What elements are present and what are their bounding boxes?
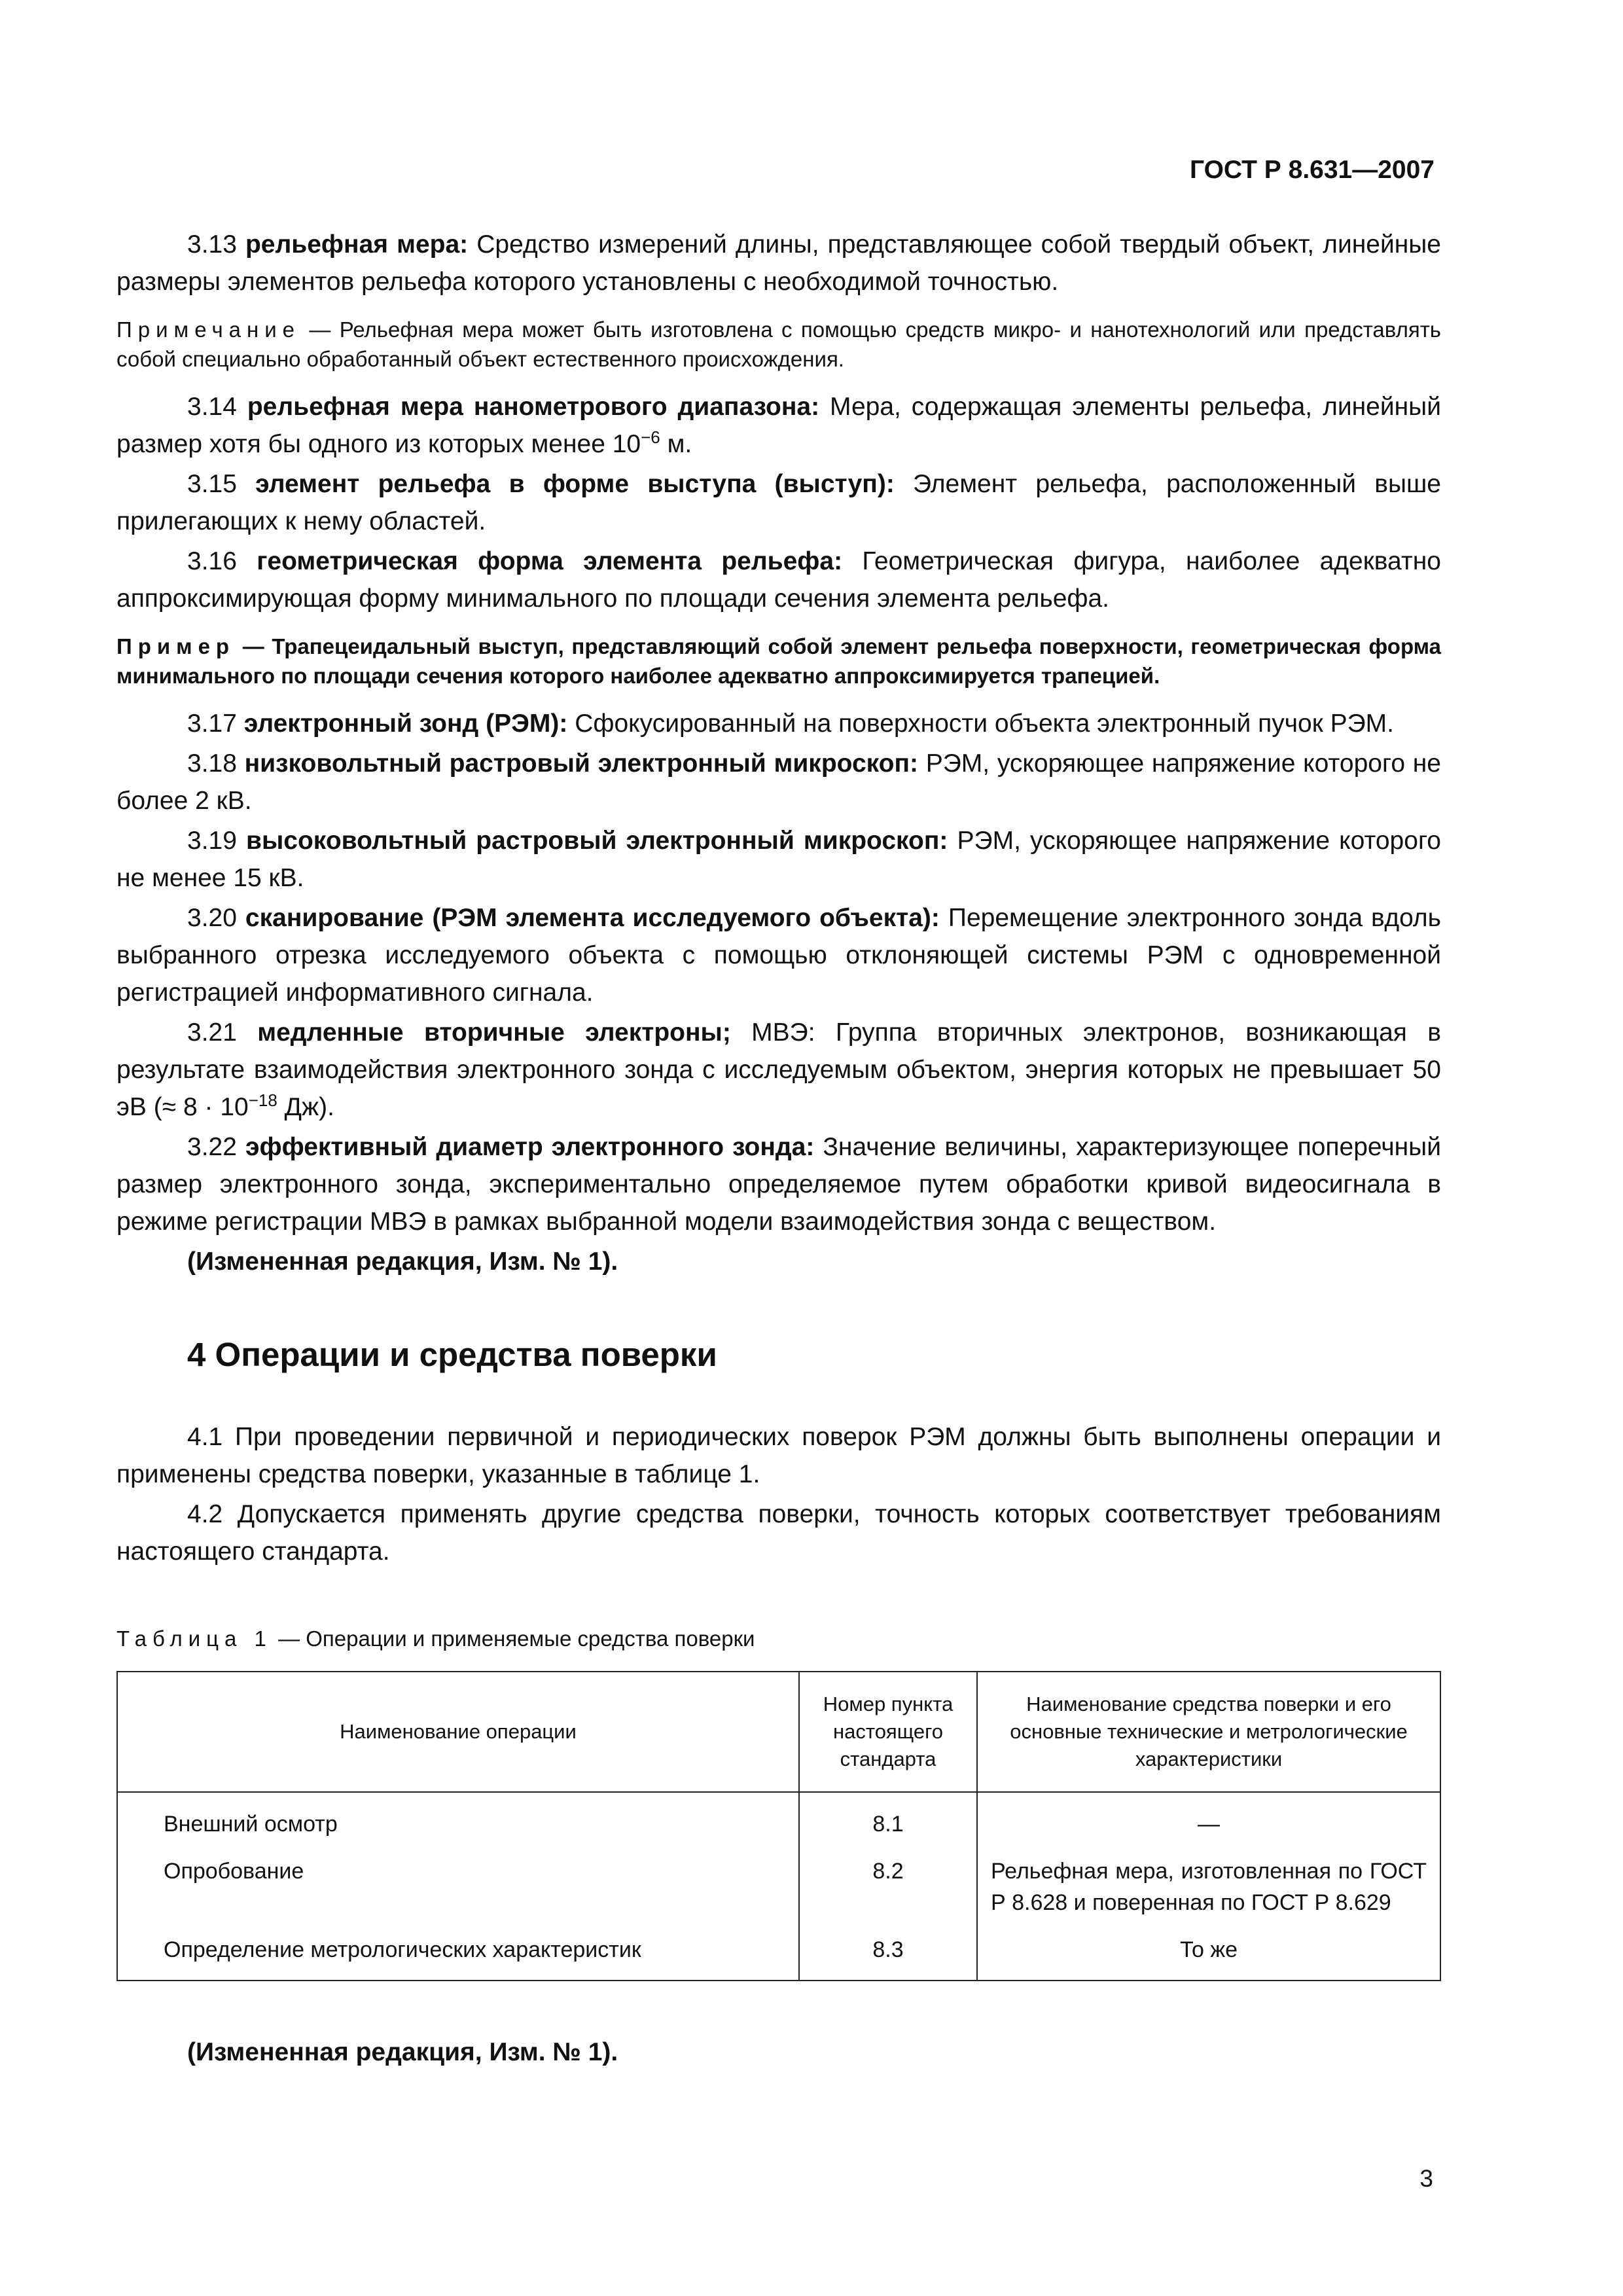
paragraph-4-1: 4.1 При проведении первичной и периодических поверок РЭМ должны быть выполнены операции и применены средства поверки, указанные в таблице 1. — [116, 1423, 1441, 1488]
definition-3-22 — [116, 1128, 1441, 1240]
table-caption — [116, 1626, 1441, 1651]
header-clause-number: Номер пункта настоящего стандарта — [799, 1672, 977, 1792]
definition-3-15 — [116, 465, 1441, 540]
definition-3-19 — [116, 822, 1441, 897]
exponent: −6 — [641, 427, 660, 447]
definition-text-end: м. — [660, 430, 692, 458]
page-content — [116, 226, 1441, 2071]
definition-number: 3.19 — [187, 827, 237, 855]
amendment-note: (Измененная редакция, Изм. № 1). — [187, 1247, 618, 1276]
clause-number-cell: 8.3 — [799, 1925, 977, 1981]
note-label: Примечание — [116, 317, 301, 342]
definition-text: Значение величины, характеризующее поперечный размер электронного зонда, экспериментально определяемое путем обработки кривой видеосигнала в режиме регистрации МВЭ в рамках выбранной модели взаимодействия зонда с веществом. — [116, 1133, 1441, 1236]
definition-term: элемент рельефа в форме выступа (выступ): — [255, 470, 895, 498]
operations-table — [116, 1671, 1441, 1981]
table-row — [117, 1925, 1440, 1981]
operation-name-cell: Опробование — [117, 1846, 799, 1925]
example-label: Пример — [116, 634, 236, 658]
definition-text: МВЭ: Группа вторичных электронов, возникающая в результате взаимодействия электронного зонда с исследуемым объектом, энергия которых не превышает 50 эВ (≈ 8 · 10 — [116, 1018, 1441, 1121]
definition-text: Сфокусированный на поверхности объекта электронный пучок РЭМ. — [567, 709, 1394, 738]
definition-term: низковольтный растровый электронный микроскоп: — [244, 749, 919, 778]
example — [116, 632, 1441, 691]
definition-number: 3.13 — [187, 230, 237, 259]
clause-number-cell: 8.1 — [799, 1792, 977, 1846]
definition-text: РЭМ, ускоряющее напряжение которого не более 2 кВ. — [116, 749, 1441, 815]
definition-text: РЭМ, ускоряющее напряжение которого не менее 15 кВ. — [116, 827, 1441, 892]
exponent: −18 — [248, 1090, 277, 1110]
definition-text: Элемент рельефа, расположенный выше прилегающих к нему областей. — [116, 470, 1441, 535]
definition-number: 3.16 — [187, 547, 237, 575]
definition-3-18 — [116, 745, 1441, 819]
definition-3-20 — [116, 899, 1441, 1011]
verification-tool-cell: То же — [977, 1925, 1440, 1981]
header-operation-name: Наименование операции — [117, 1672, 799, 1792]
clause-number-cell: 8.2 — [799, 1846, 977, 1925]
definition-text: Мера, содержащая элементы рельефа, линейный размер хотя бы одного из которых менее 10 — [116, 393, 1441, 458]
verification-tool-cell: Рельефная мера, изготовленная по ГОСТ Р 8.628 и поверенная по ГОСТ Р 8.629 — [977, 1846, 1440, 1925]
table-caption-label: Таблица 1 — [116, 1626, 272, 1651]
definition-number: 3.14 — [187, 393, 237, 421]
section-heading: 4 Операции и средства поверки — [187, 1336, 717, 1373]
definition-number: 3.20 — [187, 904, 237, 932]
example-text: — Трапецеидальный выступ, представляющий собой элемент рельефа поверхности, геометрическая форма минимального по площади сечения которого наиболее адекватно аппроксимируется трапецией. — [116, 634, 1441, 688]
definition-text-end: Дж). — [277, 1093, 334, 1121]
definition-term: сканирование (РЭМ элемента исследуемого объекта): — [245, 904, 940, 932]
definition-number: 3.17 — [187, 709, 237, 738]
page-number: 3 — [1419, 2165, 1433, 2192]
definition-number: 3.21 — [187, 1018, 237, 1047]
definition-3-17 — [116, 705, 1441, 742]
operation-name-cell: Внешний осмотр — [117, 1792, 799, 1846]
header-verification-tool: Наименование средства поверки и его основные технические и метрологические характеристики — [977, 1672, 1440, 1792]
definition-number: 3.22 — [187, 1133, 237, 1161]
definition-text: Геометрическая фигура, наиболее адекватно аппроксимирующая форму минимального по площади сечения элемента рельефа. — [116, 547, 1441, 613]
definition-3-13 — [116, 226, 1441, 300]
definition-term: рельефная мера нанометрового диапазона: — [247, 393, 820, 421]
table-row — [117, 1792, 1440, 1846]
operation-name-cell: Определение метрологических характеристик — [117, 1925, 799, 1981]
definition-number: 3.18 — [187, 749, 237, 778]
definition-text: Перемещение электронного зонда вдоль выбранного отрезка исследуемого объекта с помощью отклоняющей системы РЭМ с одновременной регистрацией информативного сигнала. — [116, 904, 1441, 1007]
table-row — [117, 1846, 1440, 1925]
table-caption-text: — Операции и применяемые средства поверки — [272, 1626, 755, 1651]
definition-term: геометрическая форма элемента рельефа: — [257, 547, 843, 575]
definition-3-21 — [116, 1014, 1441, 1126]
definition-3-14 — [116, 388, 1441, 463]
definition-3-16 — [116, 543, 1441, 617]
definition-term: рельефная мера: — [245, 230, 469, 259]
verification-tool-cell: — — [977, 1792, 1440, 1846]
note — [116, 315, 1441, 374]
standard-code-header: ГОСТ Р 8.631—2007 — [1190, 156, 1435, 184]
definition-number: 3.15 — [187, 470, 237, 498]
definition-term: эффективный диаметр электронного зонда: — [245, 1133, 815, 1161]
amendment-note: (Измененная редакция, Изм. № 1). — [187, 2038, 618, 2066]
definition-term: медленные вторичные электроны; — [257, 1018, 731, 1047]
definition-term: электронный зонд (РЭМ): — [243, 709, 568, 738]
definition-text: Средство измерений длины, представляющее собой твердый объект, линейные размеры элементов рельефа которого установлены с необходимой точностью. — [116, 230, 1441, 296]
paragraph-4-2: 4.2 Допускается применять другие средства поверки, точность которых соответствует требованиям настоящего стандарта. — [116, 1500, 1441, 1566]
definition-term: высоковольтный растровый электронный микроскоп: — [246, 827, 948, 855]
table-header-row — [117, 1672, 1440, 1792]
note-text: — Рельефная мера может быть изготовлена с помощью средств микро- и нанотехнологий или представлять собой специально обработанный объект естественного происхождения. — [116, 317, 1441, 371]
